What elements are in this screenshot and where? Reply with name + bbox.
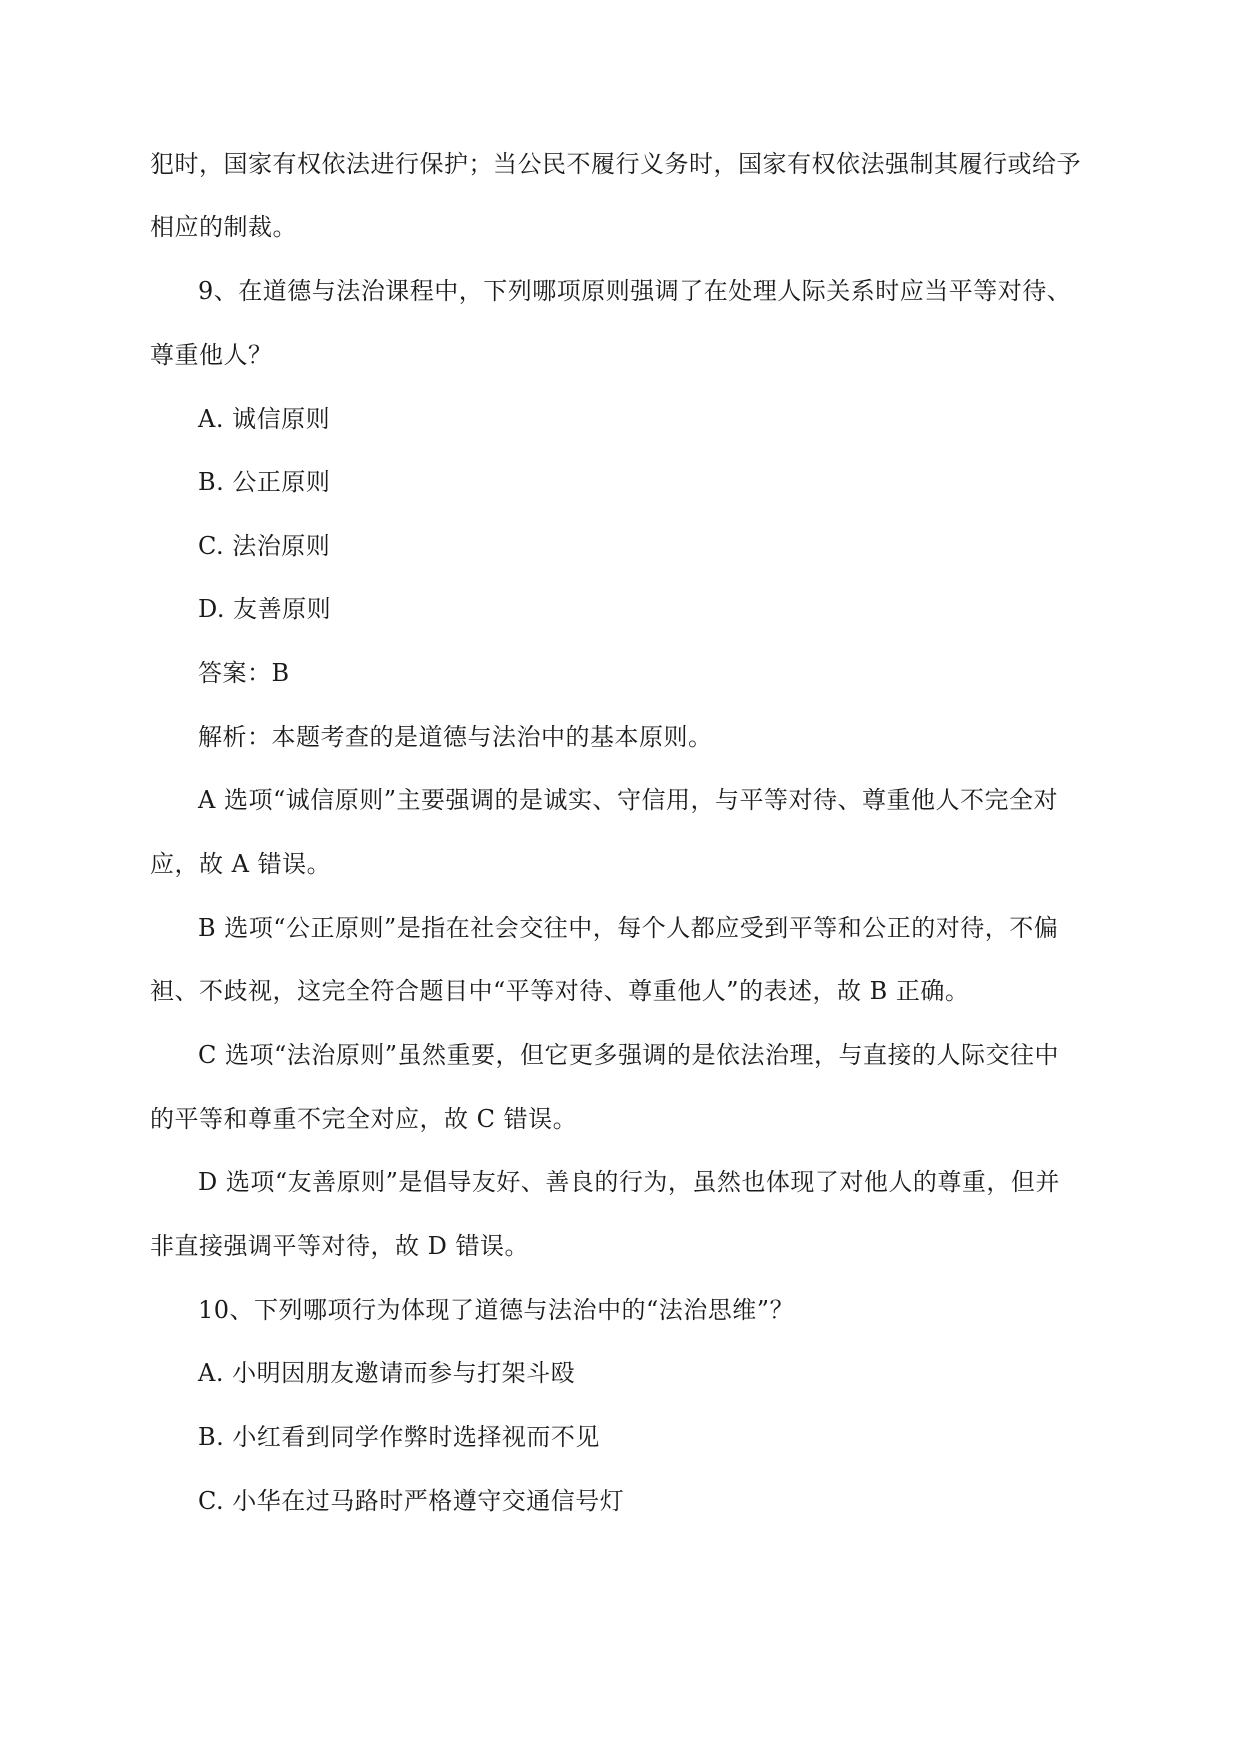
analysis-option-c: C 选项“法治原则”虽然重要，但它更多强调的是依法治理，与直接的人际交往中 [198,1041,1060,1069]
question-9-option-d: D. 友善原则 [198,595,332,623]
question-9-stem: 尊重他人？ [150,341,273,369]
analysis-option-d: D 选项“友善原则”是倡导友好、善良的行为，虽然也体现了对他人的尊重，但并 [198,1168,1060,1196]
question-9-answer: 答案：B [198,659,290,687]
question-10-option-a: A. 小明因朋友邀请而参与打架斗殴 [198,1359,576,1387]
analysis-option-d: 非直接强调平等对待，故 D 错误。 [150,1232,529,1260]
question-9-stem: 9、在道德与法治课程中，下列哪项原则强调了在处理人际关系时应当平等对待、 [198,277,1072,305]
question-9-analysis-intro: 解析：本题考查的是道德与法治中的基本原则。 [198,723,713,751]
analysis-option-c: 的平等和尊重不完全对应，故 C 错误。 [150,1105,578,1133]
analysis-option-a: A 选项“诚信原则”主要强调的是诚实、守信用，与平等对待、尊重他人不完全对 [198,786,1058,814]
question-10-option-b: B. 小红看到同学作弊时选择视而不见 [198,1423,600,1451]
analysis-option-b: 袒、不歧视，这完全符合题目中“平等对待、尊重他人”的表述，故 B 正确。 [150,977,970,1005]
question-9-option-a: A. 诚信原则 [198,405,331,433]
continuation-line: 犯时，国家有权依法进行保护；当公民不履行义务时，国家有权依法强制其履行或给予 [150,150,1081,178]
analysis-option-a: 应，故 A 错误。 [150,850,332,878]
analysis-option-b: B 选项“公正原则”是指在社会交往中，每个人都应受到平等和公正的对待，不偏 [198,914,1059,942]
question-10-stem: 10、下列哪项行为体现了道德与法治中的“法治思维”？ [198,1296,795,1324]
question-9-option-b: B. 公正原则 [198,468,331,496]
question-10-option-c: C. 小华在过马路时严格遵守交通信号灯 [198,1487,625,1515]
question-9-option-c: C. 法治原则 [198,532,331,560]
continuation-line: 相应的制裁。 [150,213,297,241]
